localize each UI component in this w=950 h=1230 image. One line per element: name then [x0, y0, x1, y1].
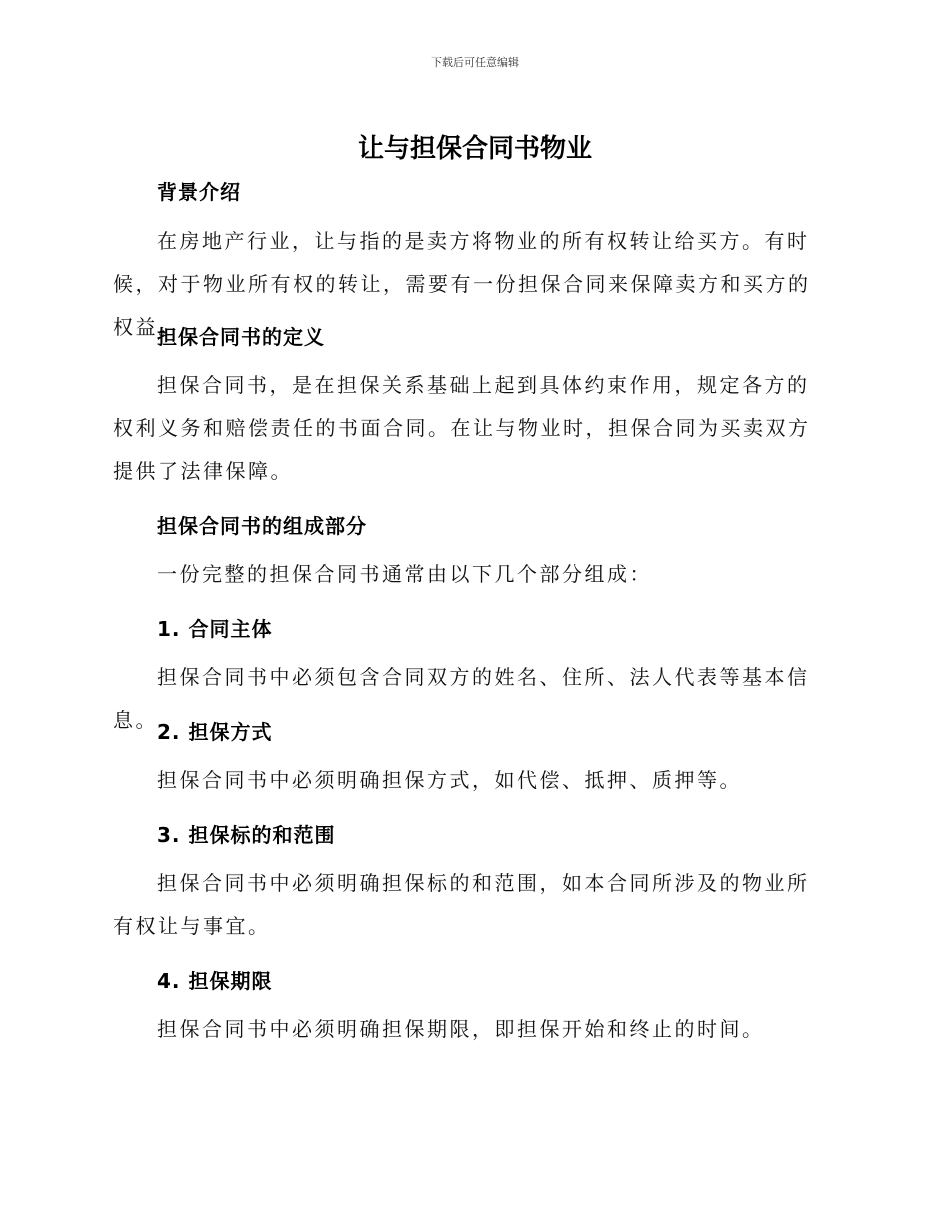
section-body-guarantee-scope: 担保合同书中必须明确担保标的和范围，如本合同所涉及的物业所有权让与事宜。 — [113, 871, 810, 938]
header-note: 下载后可任意编辑 — [431, 56, 519, 69]
section-body-guarantee-method: 担保合同书中必须明确担保方式，如代偿、抵押、质押等。 — [157, 768, 742, 792]
document-title: 让与担保合同书物业 — [357, 134, 592, 164]
section-body-guarantee-term: 担保合同书中必须明确担保期限，即担保开始和终止的时间。 — [157, 1017, 765, 1041]
section-heading-parties: 1. 合同主体 — [157, 617, 273, 641]
section-heading-definition: 担保合同书的定义 — [157, 325, 325, 349]
section-heading-background: 背景介绍 — [157, 180, 241, 204]
section-body-background: 在房地产行业，让与指的是卖方将物业的所有权转让给买方。有时候，对于物业所有权的转让，需要有一份担保合同来保障卖方和买方的权益。 — [113, 229, 811, 339]
section-body-parties: 担保合同书中必须包含合同双方的姓名、住所、法人代表等基本信息。 — [113, 665, 810, 732]
section-heading-guarantee-scope: 3. 担保标的和范围 — [157, 823, 336, 847]
section-heading-guarantee-term: 4. 担保期限 — [157, 969, 273, 993]
section-body-definition: 担保合同书，是在担保关系基础上起到具体约束作用，规定各方的权利义务和赔偿责任的书面合同。在让与物业时，担保合同为买卖双方提供了法律保障。 — [113, 373, 811, 483]
section-body-components: 一份完整的担保合同书通常由以下几个部分组成： — [157, 562, 652, 586]
section-heading-components: 担保合同书的组成部分 — [157, 514, 367, 538]
section-heading-guarantee-method: 2. 担保方式 — [157, 720, 273, 744]
